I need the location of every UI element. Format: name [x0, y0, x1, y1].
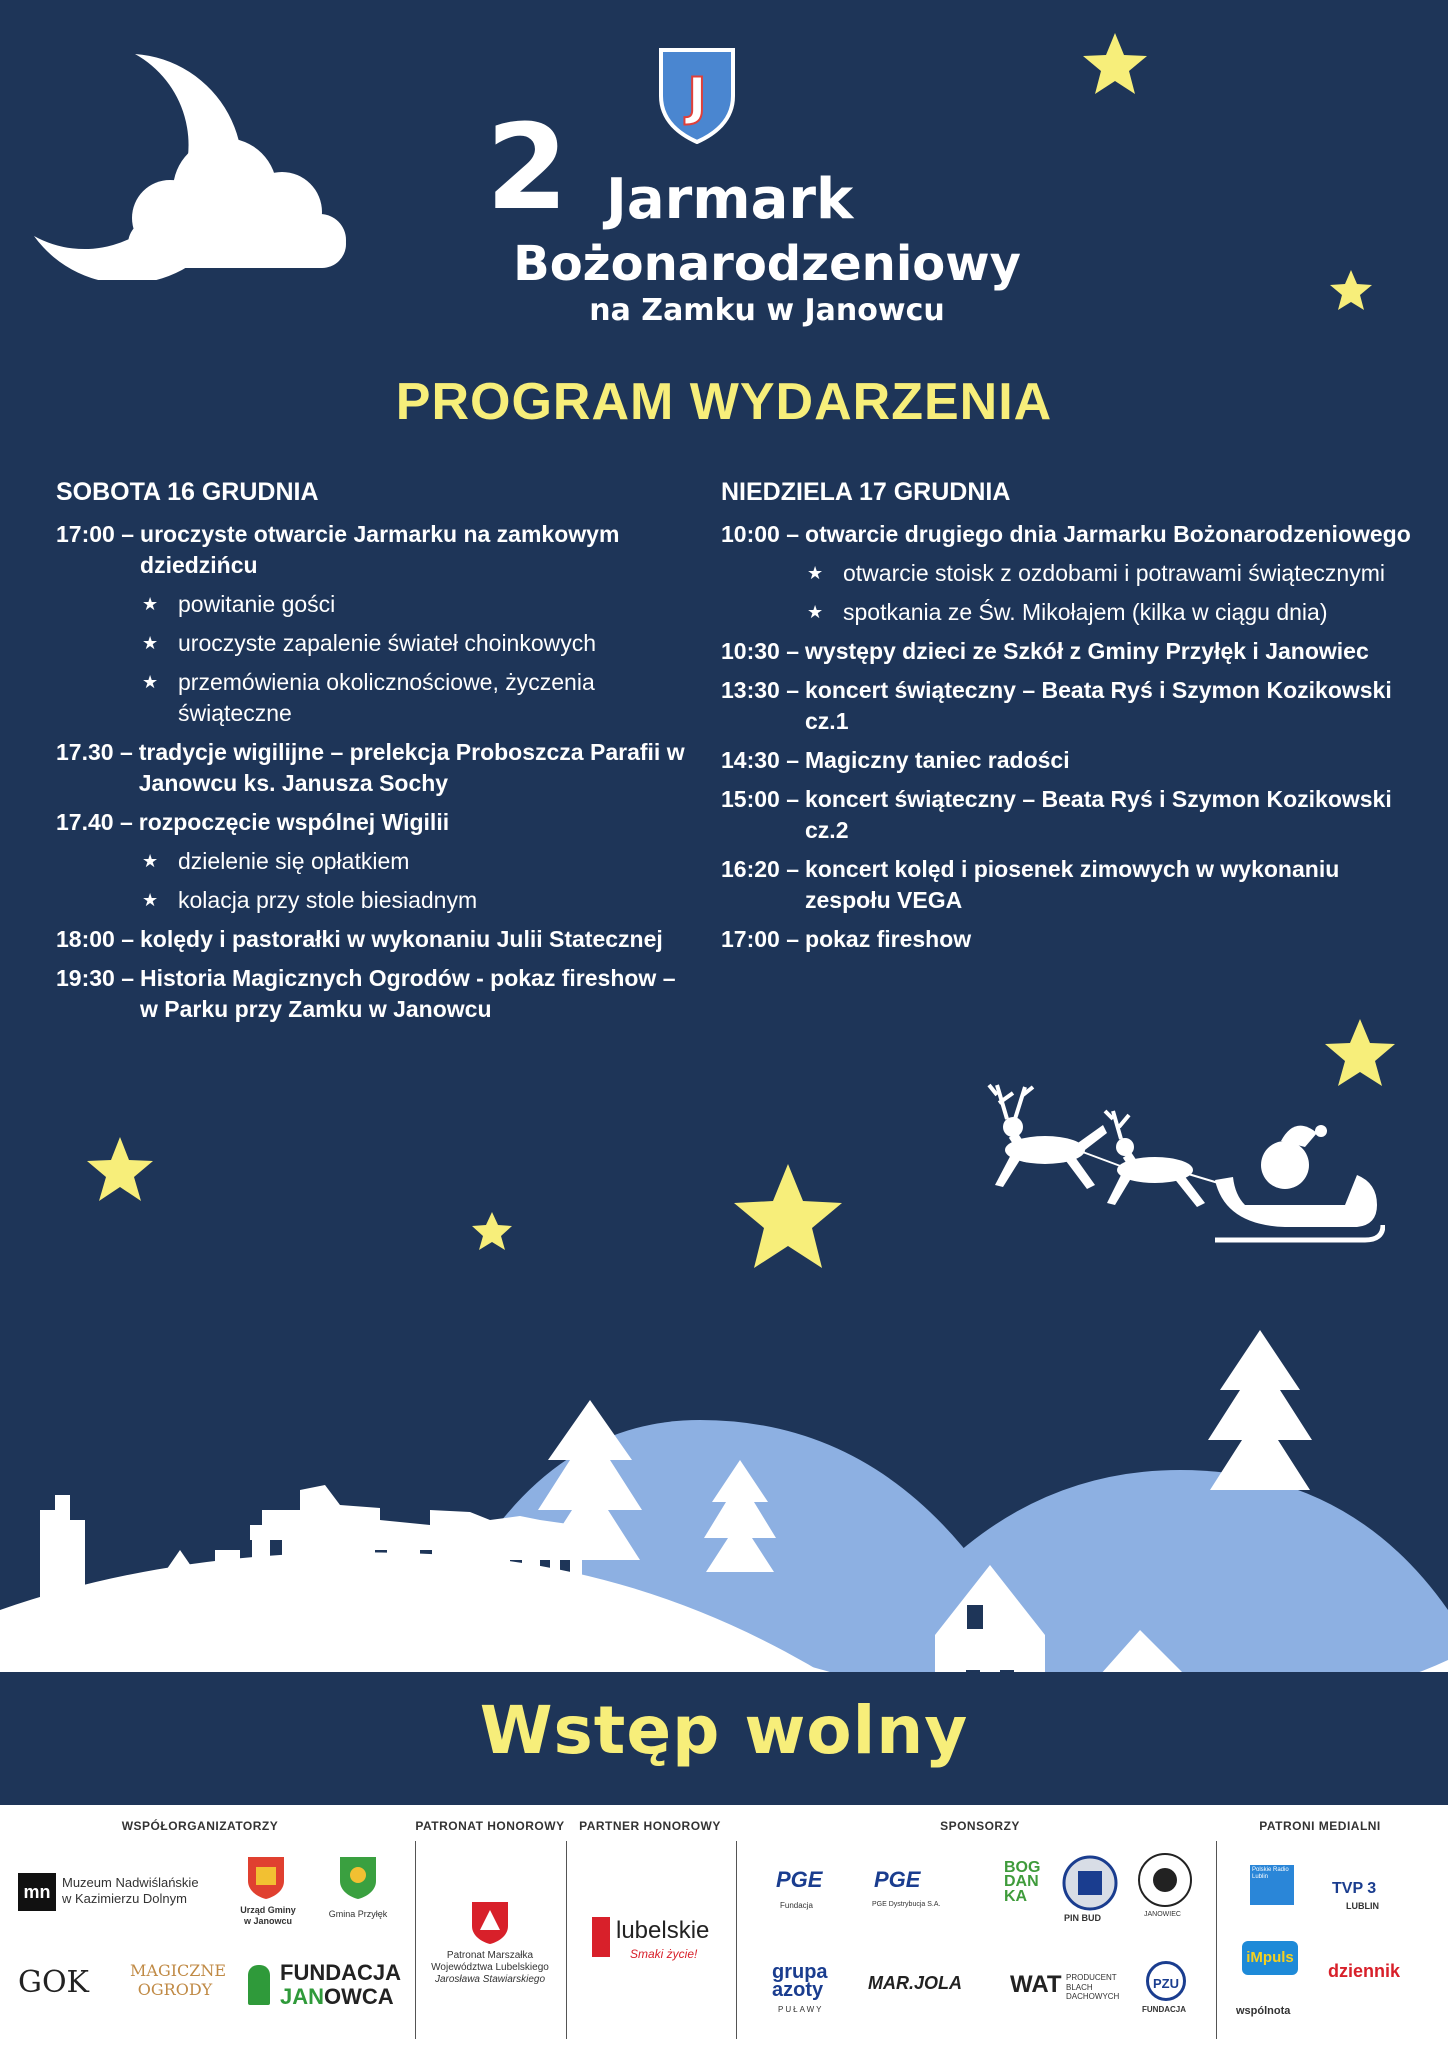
event-description: pokaz fireshow	[805, 926, 972, 952]
patron-name	[420, 1950, 560, 1986]
title-line-3: na Zamku w Janowcu	[589, 293, 945, 328]
polskie-radio-lublin-logo: Polskie Radio Lublin	[1250, 1865, 1294, 1905]
janowiec-badge-icon	[1136, 1851, 1194, 1909]
sub-item	[56, 667, 686, 729]
star-icon	[1080, 30, 1150, 100]
saturday-schedule	[56, 478, 686, 1033]
event-description: koncert świąteczny – Beata Ryś i Szymon Kozikowski cz.2	[805, 786, 1392, 843]
event-description: Magiczny taniec radości	[805, 747, 1070, 773]
event-time: 14:30 –	[721, 747, 800, 773]
divider	[1216, 1841, 1217, 2039]
sub-item-text: dzielenie się opłatkiem	[178, 848, 410, 874]
muzeum-name	[62, 1875, 199, 1906]
patron-line-3: Jarosława Stawiarskiego	[434, 1974, 546, 1985]
sub-item	[56, 589, 686, 620]
star-bullet-icon: ★	[807, 602, 824, 622]
section-heading-honorary-partner: PARTNER HONOROWY	[579, 1819, 721, 1833]
urzad-name	[228, 1905, 308, 1927]
event-time: 17:00 –	[721, 926, 800, 952]
pge-fundacja-sub: Fundacja	[780, 1901, 813, 1910]
event-description: uroczyste otwarcie Jarmarku na zamkowym dziedzińcu	[140, 521, 620, 578]
sub-item-text: przemówienia okolicznościowe, życzenia świąteczne	[178, 669, 595, 726]
grupa-line: grupa	[772, 1961, 828, 1983]
schedule-item	[721, 745, 1421, 776]
wat-logo: WAT	[1010, 1971, 1062, 1998]
program-title: PROGRAM WYDARZENIA	[395, 373, 1053, 431]
event-description: występy dzieci ze Szkół z Gminy Przyłęk i Janowiec	[805, 638, 1369, 664]
bogdanka-part-3: KA	[1004, 1887, 1028, 1905]
pge-dystrybucja-logo: PGE	[874, 1867, 921, 1892]
gok-logo: GOK	[18, 1965, 89, 2000]
grupa-azoty-logo	[772, 1963, 828, 1999]
dziennik-logo: dziennik	[1328, 1961, 1401, 1981]
schedule-item	[56, 737, 686, 799]
section-heading-honorary-patron: PATRONAT HONOROWY	[415, 1819, 565, 1833]
schedule-item	[721, 854, 1421, 916]
star-bullet-icon: ★	[142, 594, 159, 614]
title-line-1: Jarmark	[606, 167, 854, 232]
event-time: 17.30 –	[56, 739, 133, 765]
pzu-sub: FUNDACJA	[1142, 2005, 1186, 2014]
pzu-logo-icon: PZU	[1146, 1961, 1186, 2001]
event-time: 18:00 –	[56, 926, 135, 952]
title-line-2: Bożonarodzeniowy	[513, 236, 1021, 292]
divider	[566, 1841, 567, 2039]
radio-impuls-logo: iMpuls	[1242, 1941, 1298, 1975]
sub-item-text: spotkania ze Św. Mikołajem (kilka w ciągu dnia)	[843, 599, 1328, 625]
lubelskie-slogan: Smaki życie!	[630, 1947, 698, 1961]
magiczne-line-1: MAGICZNE	[130, 1961, 227, 1980]
fundacja-janowca-logo	[280, 1961, 401, 2009]
sunday-schedule	[721, 478, 1421, 963]
lubelskie-logo: lubelskie	[616, 1917, 710, 1944]
gmina-crest-icon	[338, 1855, 378, 1899]
bogdanka-part-2: DAN	[1004, 1873, 1039, 1891]
azoty-line: azoty	[772, 1979, 824, 2001]
section-heading-sponsors: SPONSORZY	[940, 1819, 1020, 1833]
sub-item	[56, 846, 686, 877]
event-time: 16:20 –	[721, 856, 800, 882]
schedule-item	[721, 519, 1421, 550]
star-bullet-icon: ★	[142, 672, 159, 692]
event-time: 10:30 –	[721, 638, 800, 664]
urzad-line-1: Urząd Gminy	[240, 1905, 296, 1915]
wspolnota-logo: wspólnota	[1236, 2005, 1291, 2017]
pin-bud-label: PIN BUD	[1064, 1913, 1102, 1923]
pge-fundacja-logo: PGE	[776, 1867, 823, 1892]
event-description: koncert kolęd i piosenek zimowych w wykonaniu zespołu VEGA	[805, 856, 1340, 913]
sub-item-text: otwarcie stoisk z ozdobami i potrawami świątecznymi	[843, 560, 1385, 586]
patron-line-1: Patronat Marszałka	[446, 1950, 534, 1961]
star-icon	[84, 1134, 156, 1206]
event-time: 13:30 –	[721, 677, 800, 703]
wat-sub	[1066, 1973, 1119, 2002]
event-description: otwarcie drugiego dnia Jarmarku Bożonarodzeniowego	[805, 521, 1411, 547]
event-time: 17:00 –	[56, 521, 135, 547]
event-time: 15:00 –	[721, 786, 800, 812]
mar-jola-logo: MAR.JOLA	[868, 1973, 962, 1993]
schedule-item	[721, 675, 1421, 737]
wat-sub-3: DACHOWYCH	[1066, 1992, 1120, 2002]
urzad-crest-icon	[246, 1855, 286, 1899]
gmina-name: Gmina Przyłęk	[328, 1909, 388, 1919]
patron-line-2: Województwa Lubelskiego	[431, 1962, 549, 1973]
sub-item-text: kolacja przy stole biesiadnym	[178, 887, 478, 913]
event-time: 17.40 –	[56, 809, 133, 835]
sub-item-text: powitanie gości	[178, 591, 336, 617]
star-bullet-icon: ★	[142, 890, 159, 910]
tvp3-sub: LUBLIN	[1346, 1901, 1379, 1911]
muzeum-line-1: Muzeum Nadwiślańskie	[62, 1875, 199, 1890]
grupa-azoty-sub: PUŁAWY	[778, 2005, 824, 2014]
schedule-item	[721, 924, 1421, 955]
janowiec-logo-icon	[655, 44, 739, 144]
sub-item	[56, 628, 686, 659]
bogdanka-part-1: BOG	[1004, 1859, 1041, 1876]
schedule-item	[56, 924, 686, 955]
schedule-item	[56, 519, 686, 581]
event-description: kolędy i pastorałki w wykonaniu Julii Statecznej	[140, 926, 663, 952]
day-heading: NIEDZIELA 17 GRUDNIA	[721, 478, 1011, 506]
wat-sub-2: BLACH	[1066, 1982, 1093, 1992]
edition-number: 2	[486, 98, 569, 236]
schedule-item	[56, 807, 686, 838]
schedule-item	[721, 636, 1421, 667]
free-entry-text: Wstęp wolny	[479, 1692, 969, 1769]
janowiec-badge-label: JANOWIEC	[1144, 1911, 1181, 1918]
sub-item	[56, 885, 686, 916]
wat-sub-1: PRODUCENT	[1066, 1973, 1117, 1982]
fundacja-line-1: FUNDACJA	[280, 1960, 401, 1985]
event-time: 10:00 –	[721, 521, 800, 547]
divider	[736, 1841, 737, 2039]
star-bullet-icon: ★	[142, 633, 159, 653]
event-description: rozpoczęcie wspólnej Wigilii	[138, 809, 450, 835]
pin-bud-logo-icon	[1062, 1855, 1118, 1911]
logo-letter: J	[687, 67, 707, 127]
star-bullet-icon: ★	[142, 851, 159, 871]
event-description: tradycje wigilijne – prelekcja Proboszcza Parafii w Janowcu ks. Janusza Sochy	[138, 739, 685, 796]
event-description: koncert świąteczny – Beata Ryś i Szymon Kozikowski cz.1	[805, 677, 1392, 734]
magiczne-line-2: OGRODY	[137, 1980, 213, 2000]
event-description: Historia Magicznych Ogrodów - pokaz fireshow – w Parku przy Zamku w Janowcu	[140, 965, 676, 1022]
sub-item	[721, 597, 1421, 628]
schedule-item	[56, 963, 686, 1025]
schedule-item	[721, 784, 1421, 846]
fundacja-line-2a: JAN	[280, 1984, 325, 2010]
bogdanka-logo	[1004, 1861, 1040, 1904]
sub-item	[721, 558, 1421, 589]
tvp3-logo: TVP 3	[1332, 1880, 1377, 1897]
fundacja-figure-icon	[248, 1965, 270, 2005]
section-heading-media-patrons: PATRONI MEDIALNI	[1259, 1819, 1381, 1833]
lubelskie-mark-icon	[592, 1917, 610, 1957]
urzad-line-2: w Janowcu	[243, 1915, 292, 1926]
star-bullet-icon: ★	[807, 563, 824, 583]
divider	[415, 1841, 416, 2039]
section-heading-coorganizers: WSPÓŁORGANIZATORZY	[121, 1819, 279, 1833]
magiczne-ogrody-logo	[130, 1961, 227, 2000]
sub-item-text: uroczyste zapalenie świateł choinkowych	[178, 630, 597, 656]
partners-footer	[0, 1805, 1448, 2048]
fundacja-line-2b: OWCA	[324, 1984, 394, 2010]
muzeum-logo-icon: mn	[18, 1873, 56, 1911]
pge-dystrybucja-sub: PGE Dystrybucja S.A.	[872, 1901, 941, 1908]
lubelskie-crest-icon	[470, 1900, 510, 1944]
event-time: 19:30 –	[56, 965, 135, 991]
muzeum-line-2: w Kazimierzu Dolnym	[62, 1890, 187, 1906]
day-heading: SOBOTA 16 GRUDNIA	[56, 478, 319, 506]
